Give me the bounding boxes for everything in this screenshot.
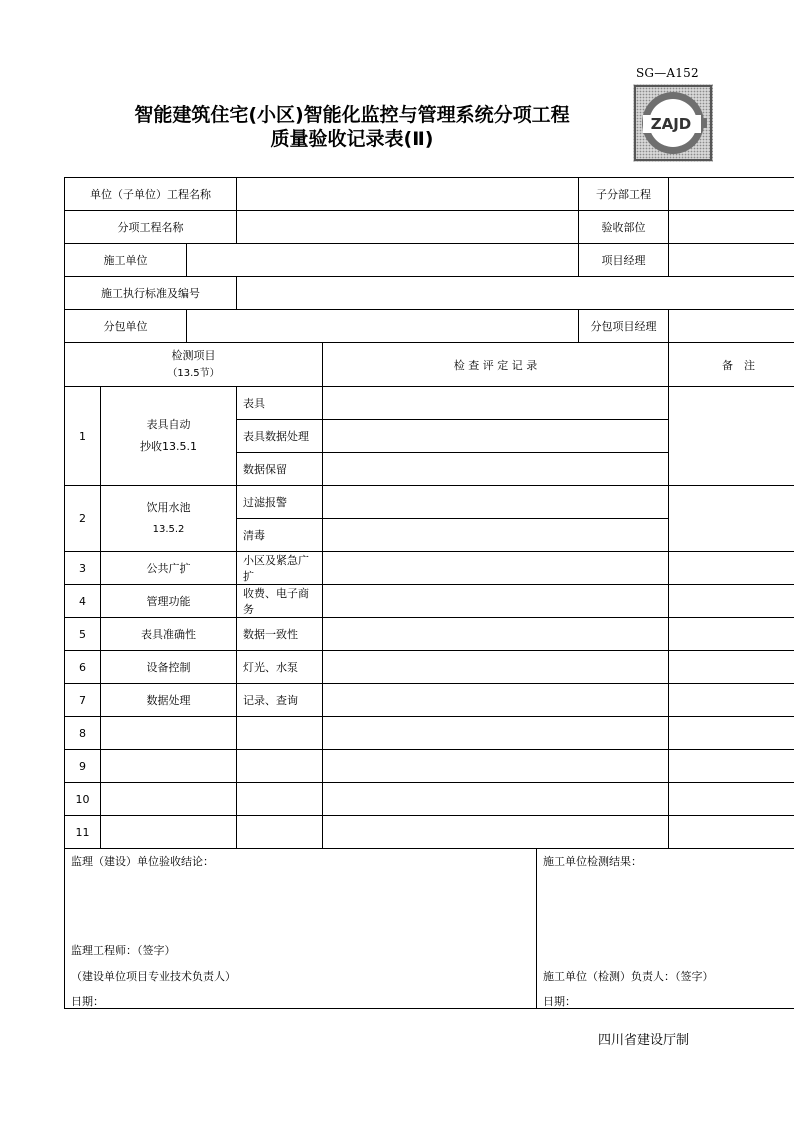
builder-tech-lead-label: （建设单位项目专业技术负责人） [71,970,236,983]
form-title-line1: 智能建筑住宅(小区)智能化监控与管理系统分项工程 [134,104,570,126]
item-name: 表具准确性 [101,618,237,651]
unit-project-label: 单位（子单位）工程名称 [65,178,237,211]
remark-cell[interactable] [669,618,794,651]
sub-item-label: 分项工程名称 [65,211,237,244]
form-code: SG—A152 [636,66,699,80]
table-row [65,618,794,651]
sub-item[interactable] [237,750,323,783]
project-manager-label: 项目经理 [579,244,669,277]
remark-cell[interactable] [669,783,794,816]
construction-lead-label: 施工单位（检测）负责人：（签字） [543,970,714,983]
sub-item: 过滤报警 [237,486,323,519]
subcontract-unit-value[interactable] [187,310,579,343]
record-cell[interactable] [323,717,669,750]
date-right-label: 日期： [543,995,577,1008]
sub-item[interactable] [237,783,323,816]
sub-item-value[interactable] [237,211,579,244]
remark-cell[interactable] [669,816,794,849]
item-name[interactable] [101,750,237,783]
subcontract-manager-value[interactable] [669,310,794,343]
sub-item: 清毒 [237,519,323,552]
record-cell[interactable] [323,684,669,717]
sub-item: 表具 [237,387,323,420]
item-name[interactable] [101,816,237,849]
item-header-line1: 检测项目 [171,348,216,362]
record-cell[interactable] [323,552,669,585]
record-cell[interactable] [323,816,669,849]
remark-cell[interactable] [669,486,794,552]
item-number: 3 [65,552,101,585]
zajd-logo [633,84,713,162]
remark-column-header: 备 注 [669,343,794,387]
form-title-line2: 质量验收记录表(Ⅱ) [270,128,434,150]
record-cell[interactable] [323,618,669,651]
sub-division-label: 子分部工程 [579,178,669,211]
sub-item[interactable] [237,816,323,849]
project-manager-value[interactable] [669,244,794,277]
record-cell[interactable] [323,783,669,816]
record-cell[interactable] [323,651,669,684]
acceptance-form-table [64,177,794,1009]
item-name: 数据处理 [101,684,237,717]
table-row [65,486,794,519]
item-name-line1: 表具自动 [146,418,191,431]
table-row [65,717,794,750]
subcontract-unit-label: 分包单位 [65,310,187,343]
sub-item: 数据一致性 [237,618,323,651]
remark-cell[interactable] [669,387,794,486]
sub-item: 表具数据处理 [237,420,323,453]
item-name[interactable] [101,717,237,750]
item-name: 公共广扩 [101,552,237,585]
item-number: 5 [65,618,101,651]
unit-project-value[interactable] [237,178,579,211]
remark-cell[interactable] [669,684,794,717]
item-name [101,387,237,486]
sub-item: 数据保留 [237,453,323,486]
item-number: 4 [65,585,101,618]
table-row [65,684,794,717]
record-cell[interactable] [323,750,669,783]
table-row [65,387,794,420]
construction-unit-value[interactable] [187,244,579,277]
remark-cell[interactable] [669,552,794,585]
remark-cell[interactable] [669,651,794,684]
remark-cell[interactable] [669,717,794,750]
standard-value[interactable] [237,277,794,310]
table-row [65,816,794,849]
item-name[interactable] [101,783,237,816]
acceptance-part-value[interactable] [669,211,794,244]
item-column-header [65,343,323,387]
item-number: 2 [65,486,101,552]
sub-division-value[interactable] [669,178,794,211]
item-name-line1: 饮用水池 [146,500,191,514]
acceptance-part-label: 验收部位 [579,211,669,244]
table-row [65,651,794,684]
item-header-line2: （13.5节） [167,367,220,379]
item-name: 设备控制 [101,651,237,684]
record-cell[interactable] [323,453,669,486]
item-number: 10 [65,783,101,816]
sub-item: 收费、电子商务 [237,585,323,618]
record-cell[interactable] [323,420,669,453]
construction-result-label: 施工单位检测结果： [543,855,643,868]
construction-result-box[interactable] [537,849,794,1009]
subcontract-manager-label: 分包项目经理 [579,310,669,343]
sub-item: 记录、查询 [237,684,323,717]
table-row [65,552,794,585]
date-left-label: 日期： [71,995,104,1008]
supervision-engineer-label: 监理工程师：（签字） [71,944,176,957]
item-number: 1 [65,387,101,486]
sub-item: 灯光、水泵 [237,651,323,684]
remark-cell[interactable] [669,750,794,783]
item-name-line2: 抄收13.5.1 [140,440,198,453]
record-cell[interactable] [323,486,669,519]
standard-label: 施工执行标准及编号 [65,277,237,310]
item-name-line2: 13.5.2 [152,523,185,535]
issuer-footer: 四川省建设厅制 [598,1033,690,1048]
supervision-conclusion-box[interactable] [65,849,537,1009]
sub-item[interactable] [237,717,323,750]
record-cell[interactable] [323,387,669,420]
item-name: 管理功能 [101,585,237,618]
logo-text: ZAJD [650,115,692,133]
item-number: 8 [65,717,101,750]
table-row [65,750,794,783]
item-number: 9 [65,750,101,783]
item-name [101,486,237,552]
construction-unit-label: 施工单位 [65,244,187,277]
supervision-conclusion-label: 监理（建设）单位验收结论： [71,855,214,868]
remark-cell[interactable] [669,585,794,618]
table-row [65,585,794,618]
sub-item: 小区及紧急广扩 [237,552,323,585]
record-cell[interactable] [323,585,669,618]
item-number: 6 [65,651,101,684]
item-number: 11 [65,816,101,849]
item-number: 7 [65,684,101,717]
record-column-header: 检 查 评 定 记 录 [323,343,669,387]
table-row [65,783,794,816]
record-cell[interactable] [323,519,669,552]
